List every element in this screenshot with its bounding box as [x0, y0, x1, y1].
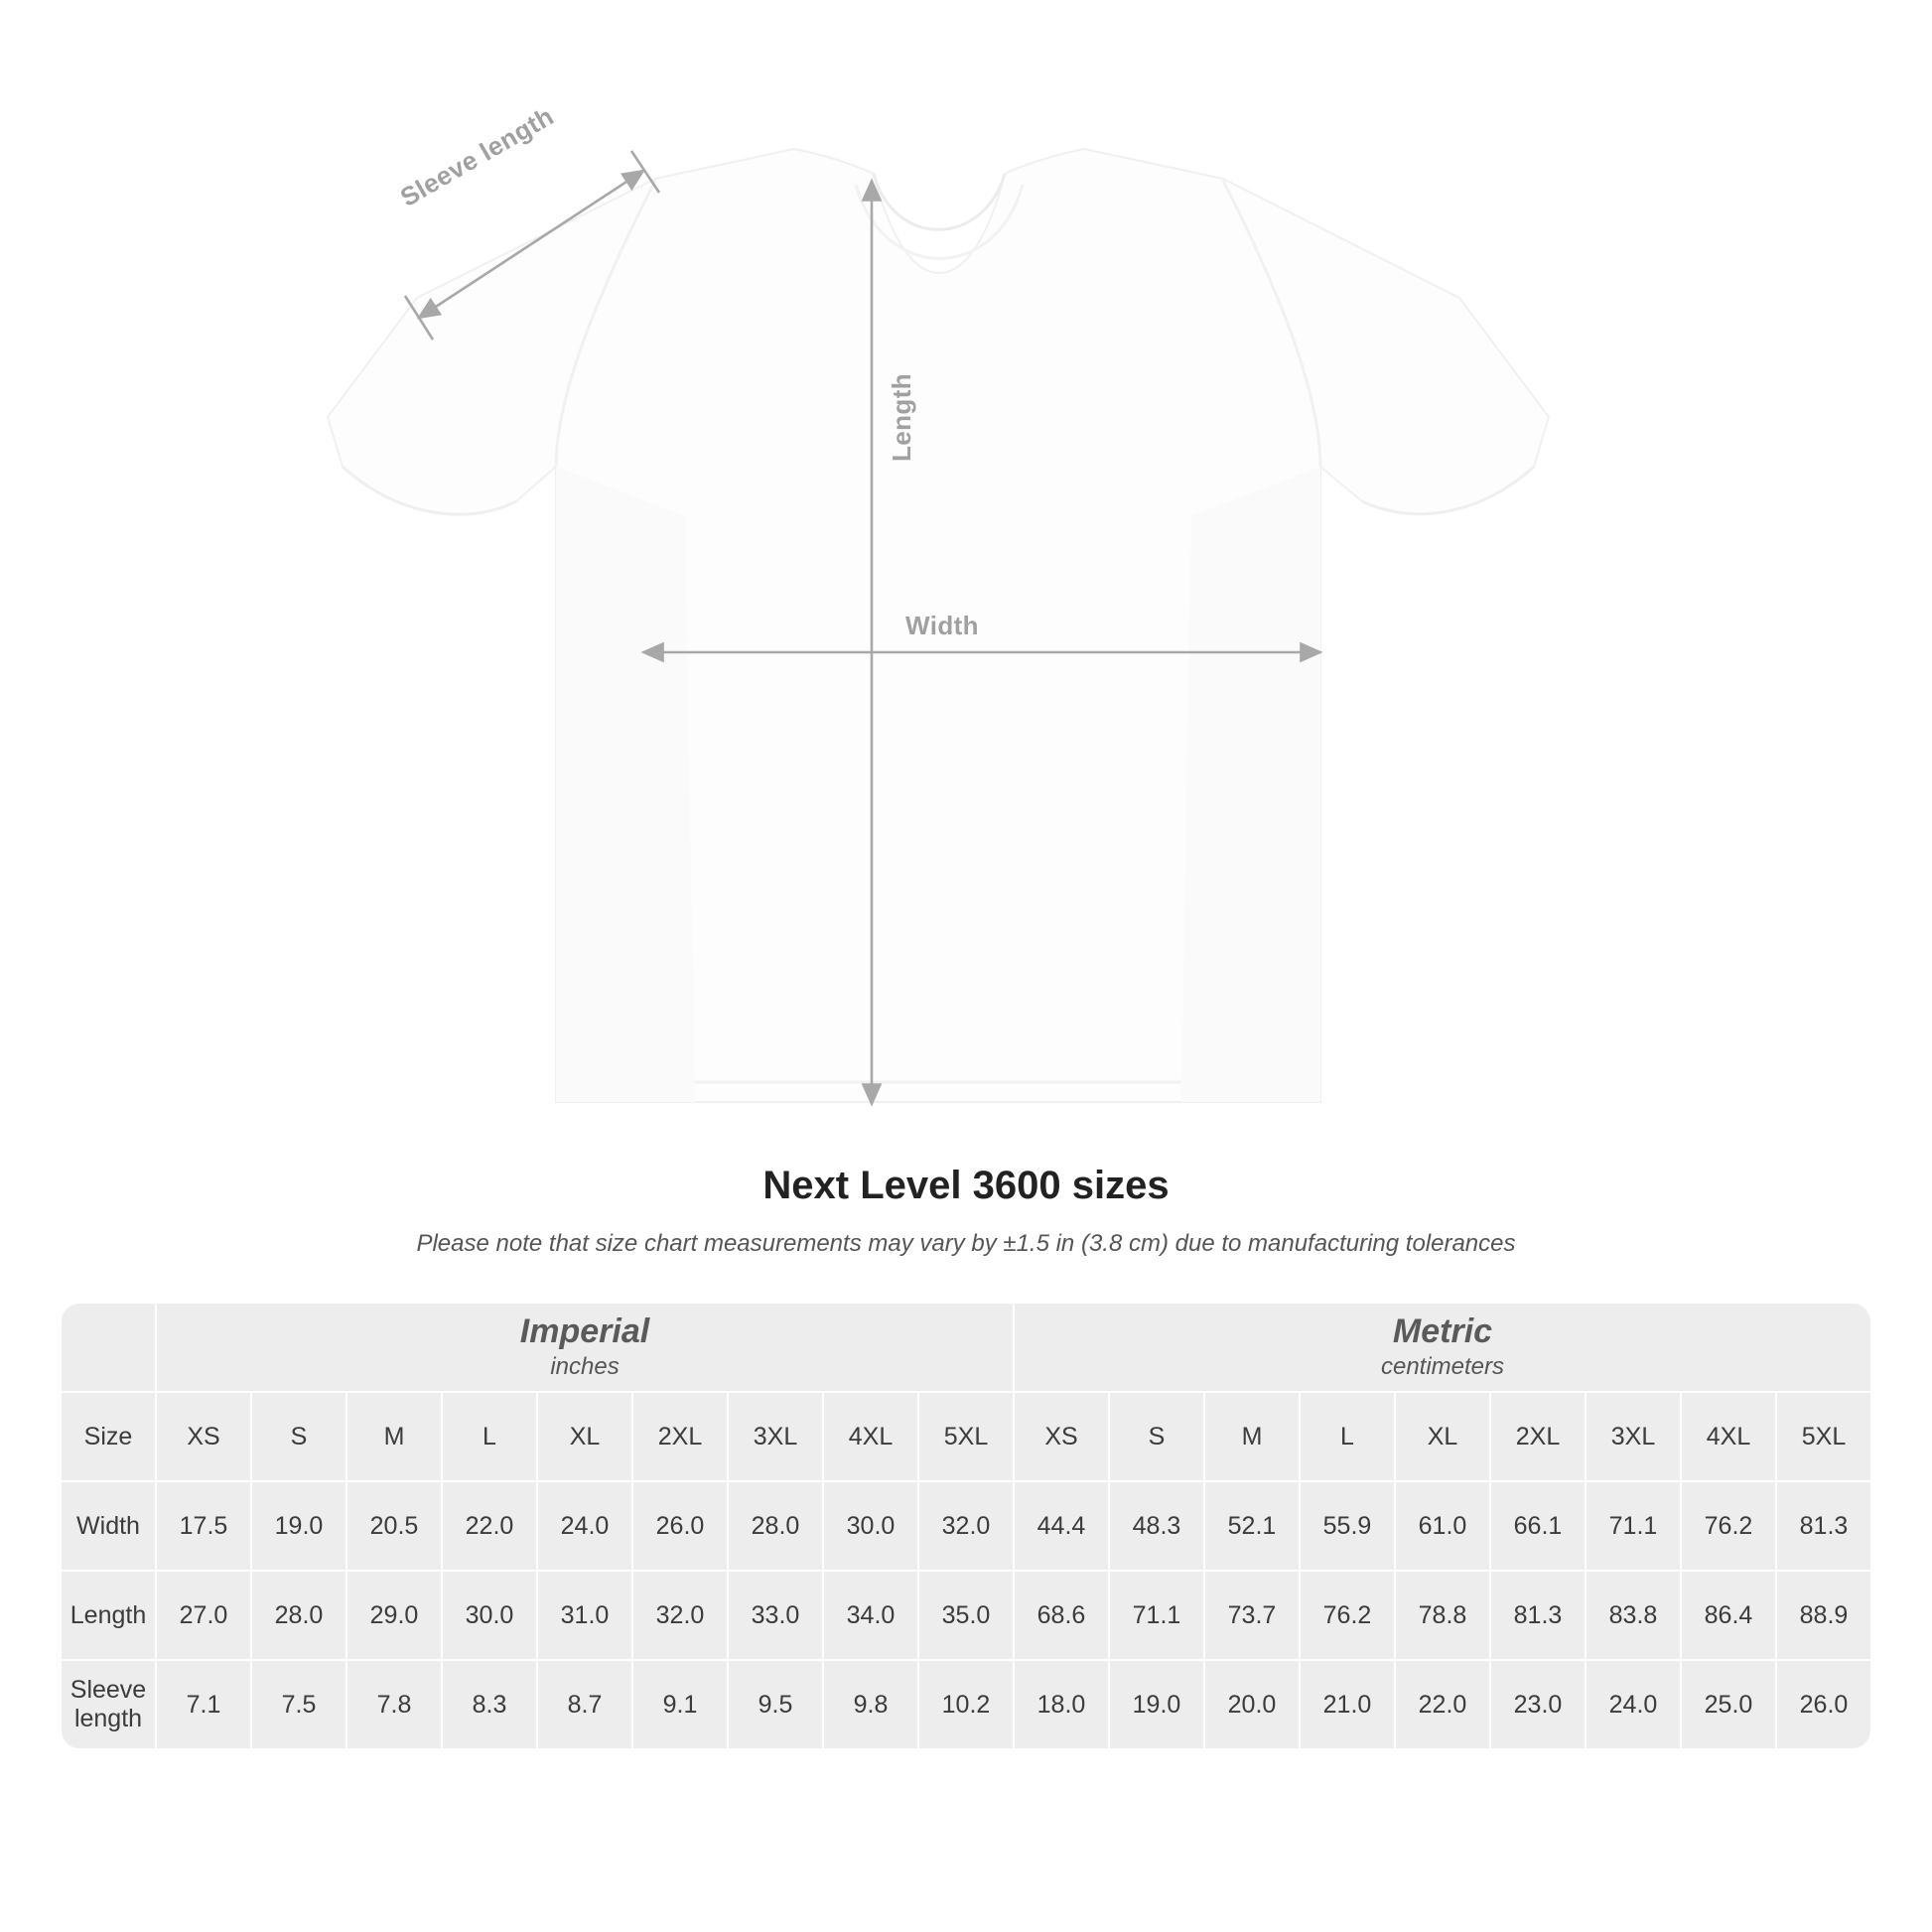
- col-head-14: 2XL: [1491, 1393, 1585, 1480]
- row-label-sleeve-length: Sleeve length: [62, 1661, 155, 1748]
- width-label: Width: [905, 611, 979, 640]
- tolerance-note: Please note that size chart measurements may vary by ±1.5 in (3.8 cm) due to manufacturing tolerances: [416, 1230, 1516, 1257]
- size-header-row: [62, 1393, 1870, 1480]
- cell-width-10: 48.3: [1110, 1482, 1203, 1570]
- cell-width-0: 17.5: [157, 1482, 250, 1570]
- col-head-15: 3XL: [1587, 1393, 1680, 1480]
- imperial-name: Imperial: [519, 1311, 650, 1350]
- cell-sleeve-16: 25.0: [1682, 1661, 1775, 1748]
- cell-sleeve-2: 7.8: [347, 1661, 441, 1748]
- cell-width-7: 30.0: [824, 1482, 917, 1570]
- cell-length-8: 35.0: [919, 1572, 1013, 1659]
- length-label: Length: [887, 372, 916, 462]
- col-head-9: XS: [1015, 1393, 1108, 1480]
- table-row: [62, 1482, 1870, 1570]
- cell-width-4: 24.0: [538, 1482, 631, 1570]
- cell-sleeve-6: 9.5: [729, 1661, 822, 1748]
- cell-length-7: 34.0: [824, 1572, 917, 1659]
- table-row: [62, 1661, 1870, 1748]
- table-row: [62, 1572, 1870, 1659]
- cell-length-2: 29.0: [347, 1572, 441, 1659]
- cell-length-0: 27.0: [157, 1572, 250, 1659]
- cell-length-4: 31.0: [538, 1572, 631, 1659]
- cell-sleeve-1: 7.5: [252, 1661, 345, 1748]
- cell-length-16: 86.4: [1682, 1572, 1775, 1659]
- unit-corner-cell: [62, 1304, 155, 1391]
- cell-sleeve-3: 8.3: [443, 1661, 536, 1748]
- col-head-2: M: [347, 1393, 441, 1480]
- col-head-12: L: [1301, 1393, 1394, 1480]
- col-head-8: 5XL: [919, 1393, 1013, 1480]
- cell-sleeve-7: 9.8: [824, 1661, 917, 1748]
- cell-width-2: 20.5: [347, 1482, 441, 1570]
- imperial-header: [157, 1304, 1013, 1391]
- metric-name: Metric: [1392, 1311, 1493, 1350]
- cell-width-5: 26.0: [633, 1482, 727, 1570]
- cell-width-11: 52.1: [1205, 1482, 1299, 1570]
- col-head-1: S: [252, 1393, 345, 1480]
- cell-sleeve-13: 22.0: [1396, 1661, 1489, 1748]
- cell-sleeve-11: 20.0: [1205, 1661, 1299, 1748]
- cell-sleeve-4: 8.7: [538, 1661, 631, 1748]
- cell-length-17: 88.9: [1777, 1572, 1870, 1659]
- cell-length-15: 83.8: [1587, 1572, 1680, 1659]
- cell-width-15: 71.1: [1587, 1482, 1680, 1570]
- unit-header-row: [62, 1304, 1870, 1391]
- cell-sleeve-0: 7.1: [157, 1661, 250, 1748]
- cell-length-12: 76.2: [1301, 1572, 1394, 1659]
- col-head-3: L: [443, 1393, 536, 1480]
- cell-length-11: 73.7: [1205, 1572, 1299, 1659]
- size-chart-table: [60, 1302, 1872, 1750]
- cell-length-13: 78.8: [1396, 1572, 1489, 1659]
- sleeve-length-label: Sleeve length: [395, 100, 559, 212]
- col-head-4: XL: [538, 1393, 631, 1480]
- cell-length-5: 32.0: [633, 1572, 727, 1659]
- col-head-10: S: [1110, 1393, 1203, 1480]
- cell-width-3: 22.0: [443, 1482, 536, 1570]
- cell-sleeve-17: 26.0: [1777, 1661, 1870, 1748]
- col-head-11: M: [1205, 1393, 1299, 1480]
- cell-length-10: 71.1: [1110, 1572, 1203, 1659]
- cell-sleeve-12: 21.0: [1301, 1661, 1394, 1748]
- col-head-5: 2XL: [633, 1393, 727, 1480]
- metric-header: [1015, 1304, 1870, 1391]
- metric-sub: centimeters: [1380, 1352, 1505, 1380]
- col-head-0: XS: [157, 1393, 250, 1480]
- cell-sleeve-10: 19.0: [1110, 1661, 1203, 1748]
- cell-length-3: 30.0: [443, 1572, 536, 1659]
- cell-sleeve-9: 18.0: [1015, 1661, 1108, 1748]
- cell-length-1: 28.0: [252, 1572, 345, 1659]
- cell-length-6: 33.0: [729, 1572, 822, 1659]
- imperial-sub: inches: [550, 1352, 620, 1380]
- cell-width-1: 19.0: [252, 1482, 345, 1570]
- page-title: Next Level 3600 sizes: [762, 1164, 1170, 1207]
- col-head-7: 4XL: [824, 1393, 917, 1480]
- cell-width-14: 66.1: [1491, 1482, 1585, 1570]
- col-head-13: XL: [1396, 1393, 1489, 1480]
- cell-width-9: 44.4: [1015, 1482, 1108, 1570]
- cell-width-12: 55.9: [1301, 1482, 1394, 1570]
- size-corner-label: Size: [62, 1393, 155, 1480]
- size-chart-container: [60, 1302, 1872, 1750]
- cell-width-13: 61.0: [1396, 1482, 1489, 1570]
- row-label-length: Length: [62, 1572, 155, 1659]
- cell-sleeve-14: 23.0: [1491, 1661, 1585, 1748]
- cell-length-9: 68.6: [1015, 1572, 1108, 1659]
- cell-sleeve-5: 9.1: [633, 1661, 727, 1748]
- cell-width-16: 76.2: [1682, 1482, 1775, 1570]
- cell-width-6: 28.0: [729, 1482, 822, 1570]
- cell-length-14: 81.3: [1491, 1572, 1585, 1659]
- col-head-17: 5XL: [1777, 1393, 1870, 1480]
- cell-width-17: 81.3: [1777, 1482, 1870, 1570]
- cell-sleeve-15: 24.0: [1587, 1661, 1680, 1748]
- col-head-6: 3XL: [729, 1393, 822, 1480]
- col-head-16: 4XL: [1682, 1393, 1775, 1480]
- cell-sleeve-8: 10.2: [919, 1661, 1013, 1748]
- row-label-width: Width: [62, 1482, 155, 1570]
- cell-width-8: 32.0: [919, 1482, 1013, 1570]
